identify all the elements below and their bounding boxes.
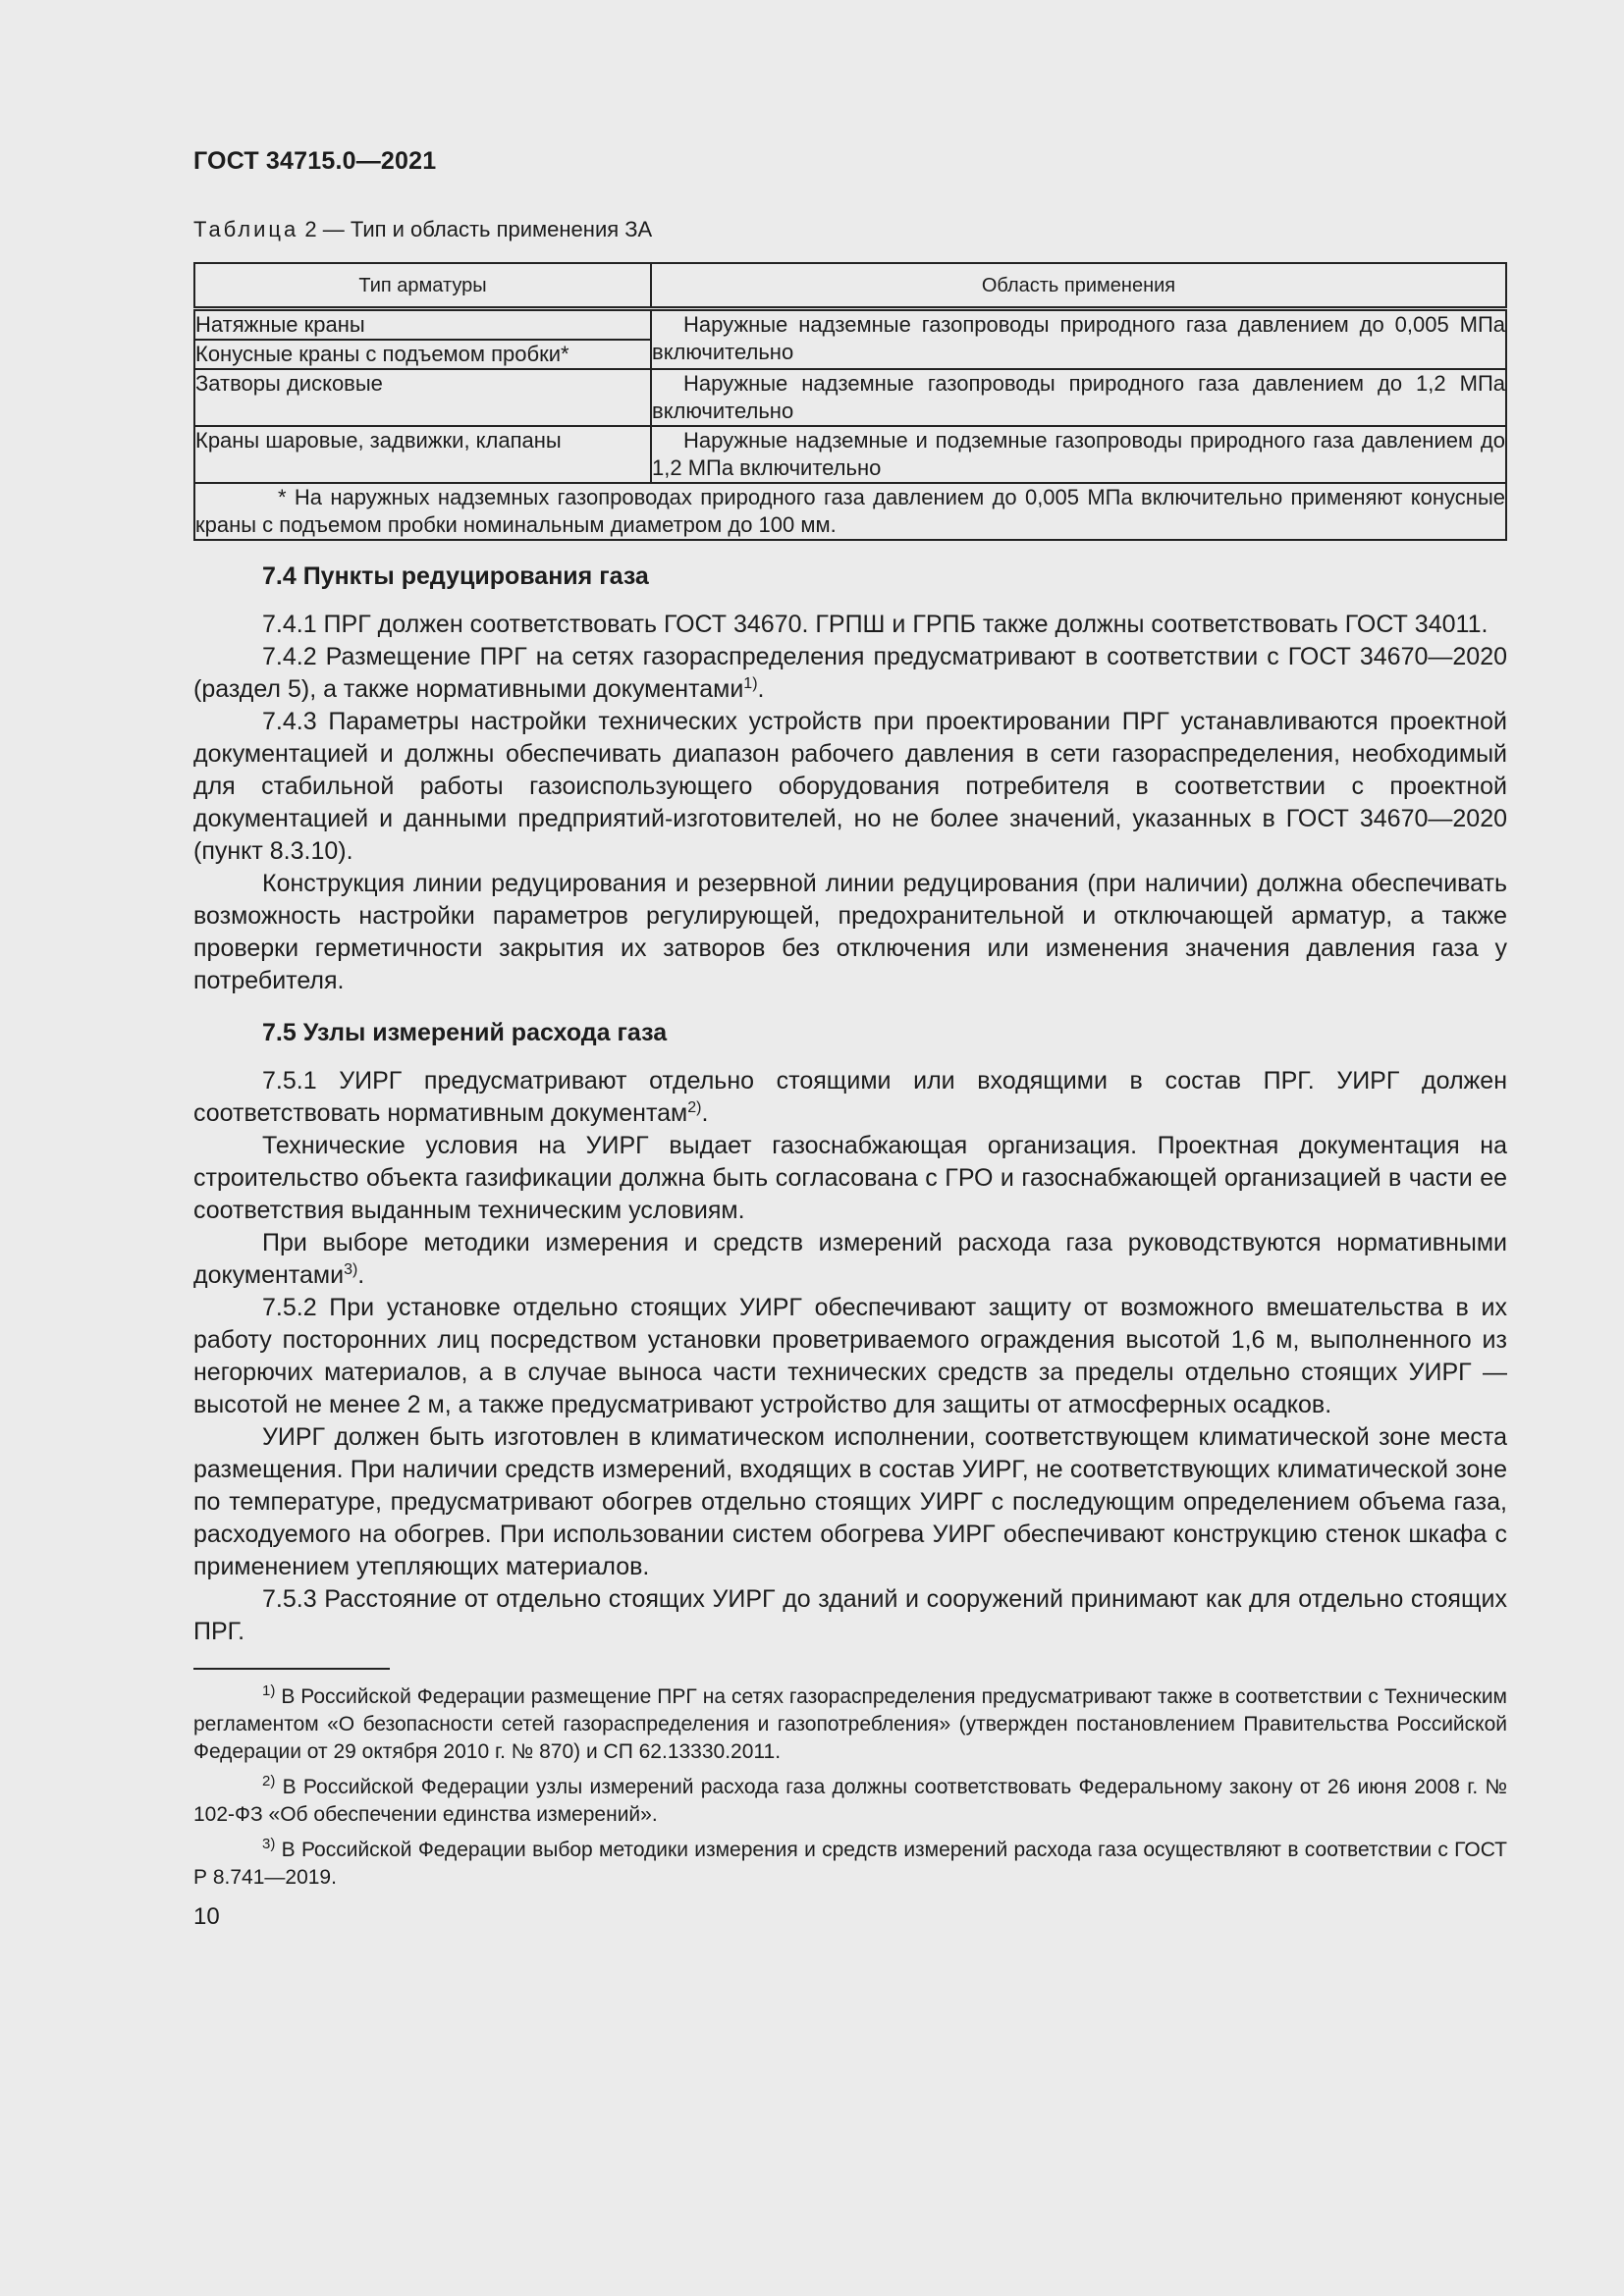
section-heading-7-5: 7.5 Узлы измерений расхода газа bbox=[262, 1019, 668, 1046]
paragraph: 7.4.2 Размещение ПРГ на сетях газораспределения предусматривают в соответствии с ГОСТ 34670—2020 (раздел 5), а также нормативными документами$^{1)}$. bbox=[193, 643, 1507, 703]
footnote bbox=[193, 1683, 1507, 1766]
paragraph: 7.4.1 ПРГ должен соответствовать ГОСТ 34670. ГРПШ и ГРПБ также должны соответствовать ГОСТ 34011. bbox=[262, 611, 1489, 638]
table-caption-word: Таблица bbox=[193, 217, 299, 241]
footnote-mark: 1) bbox=[262, 1682, 276, 1699]
section-heading-7-4: 7.4 Пункты редуцирования газа bbox=[262, 562, 649, 590]
footnote-mark: 2) bbox=[262, 1773, 276, 1789]
valve-types-table bbox=[193, 262, 1507, 541]
footnote-ref: 2) bbox=[687, 1099, 702, 1116]
footnote bbox=[193, 1774, 1507, 1829]
table-caption-text: 2 — Тип и область применения ЗА bbox=[304, 217, 653, 241]
footnote-text: В Российской Федерации размещение ПРГ на сетях газораспределения предусматривают также в соответствии с Техническим регламентом «О безопасности сетей газораспределения и газопотребления» (утвержден постановлением Правительства Российской Федерации от 29 октября 2010 г. № 870) и СП 62.13330.2011. bbox=[193, 1685, 1507, 1763]
table-row bbox=[194, 369, 1506, 426]
paragraph: При выборе методики измерения и средств измерений расхода газа руководствуются нормативными документами$^{3)}$. bbox=[193, 1229, 1507, 1289]
paragraph-text: 7.5.1 УИРГ предусматривают отдельно стоящими или входящими в состав ПРГ. УИРГ должен соответствовать нормативным документам bbox=[193, 1067, 1507, 1127]
footnote-ref: 3) bbox=[344, 1261, 358, 1278]
paragraph: Технические условия на УИРГ выдает газоснабжающая организация. Проектная документация на строительство объекта газификации должна быть согласована с ГРО и газоснабжающей организацией в части ее соответствия выданным техническим условиям. bbox=[193, 1132, 1507, 1224]
page-number: 10 bbox=[193, 1903, 220, 1930]
paragraph-text: 7.4.2 Размещение ПРГ на сетях газораспределения предусматривают в соответствии с ГОСТ 34670—2020 (раздел 5), а также нормативными документами bbox=[193, 643, 1507, 703]
table-row bbox=[194, 426, 1506, 483]
footnote-text: В Российской Федерации выбор методики измерения и средств измерений расхода газа осуществляют в соответствии с ГОСТ Р 8.741—2019. bbox=[193, 1839, 1507, 1889]
table-cell-type: Краны шаровые, задвижки, клапаны bbox=[194, 426, 651, 483]
paragraph-text: При выборе методики измерения и средств измерений расхода газа руководствуются нормативными документами bbox=[193, 1229, 1507, 1289]
paragraph: 7.5.1 УИРГ предусматривают отдельно стоящими или входящими в состав ПРГ. УИРГ должен соответствовать нормативным документам$^{2)}$. bbox=[193, 1067, 1507, 1127]
footnote bbox=[193, 1837, 1507, 1892]
header-application-area: Область применения bbox=[651, 263, 1506, 309]
header-valve-type: Тип арматуры bbox=[194, 263, 651, 309]
document-page bbox=[193, 147, 1507, 1931]
table-cell-type: Затворы дисковые bbox=[194, 369, 651, 426]
table-caption bbox=[193, 217, 1507, 242]
paragraph: Конструкция линии редуцирования и резервной линии редуцирования (при наличии) должна обеспечивать возможность настройки параметров регулирующей, предохранительной и отключающей арматур, а также проверки герметичности закрытия их затворов без отключения или изменения значения давления газа у потребителя. bbox=[193, 870, 1507, 994]
paragraph: 7.5.3 Расстояние от отдельно стоящих УИРГ до зданий и сооружений принимают как для отдельно стоящих ПРГ. bbox=[193, 1585, 1507, 1645]
table-note: * На наружных надземных газопроводах природного газа давлением до 0,005 МПа включительно применяют конусные краны с подъемом пробки номинальным диаметром до 100 мм. bbox=[194, 483, 1506, 540]
table-cell-area: Наружные надземные и подземные газопроводы природного газа давлением до 1,2 МПа включительно bbox=[651, 426, 1506, 483]
table-cell-area: Наружные надземные газопроводы природного газа давлением до 0,005 МПа включительно bbox=[651, 309, 1506, 370]
paragraph: 7.4.3 Параметры настройки технических устройств при проектировании ПРГ устанавливаются проектной документацией и должны обеспечивать диапазон рабочего давления в сети газораспределения, необходимый для стабильной работы газоиспользующего оборудования потребителя в соответствии с проектной документацией и данными предприятий-изготовителей, но не более значений, указанных в ГОСТ 34670—2020 (пункт 8.3.10). bbox=[193, 708, 1507, 865]
footnote-text: В Российской Федерации узлы измерений расхода газа должны соответствовать Федеральному закону от 26 июня 2008 г. № 102-ФЗ «Об обеспечении единства измерений». bbox=[193, 1776, 1507, 1826]
paragraph: УИРГ должен быть изготовлен в климатическом исполнении, соответствующем климатической зоне места размещения. При наличии средств измерений, входящих в состав УИРГ, не соответствующих климатической зоне по температуре, предусматривают обогрев отдельно стоящих УИРГ с последующим определением объема газа, расходуемого на обогрев. При использовании систем обогрева УИРГ обеспечивают конструкцию стенок шкафа с применением утепляющих материалов. bbox=[193, 1423, 1507, 1580]
table-cell-type: Конусные краны с подъемом пробки* bbox=[194, 340, 651, 369]
table-header-row bbox=[194, 263, 1506, 309]
footnote-divider bbox=[193, 1668, 390, 1670]
table-cell-type: Натяжные краны bbox=[194, 309, 651, 341]
document-code: ГОСТ 34715.0—2021 bbox=[193, 147, 437, 175]
paragraph: 7.5.2 При установке отдельно стоящих УИРГ обеспечивают защиту от возможного вмешательства в их работу посторонних лиц посредством установки проветриваемого ограждения высотой 1,6 м, выполненного из негорючих материалов, а в случае выноса части технических средств за пределы отдельно стоящих УИРГ — высотой не менее 2 м, а также предусматривают устройство для защиты от атмосферных осадков. bbox=[193, 1294, 1507, 1418]
table-note-row bbox=[194, 483, 1506, 540]
footnote-mark: 3) bbox=[262, 1836, 276, 1852]
table-row bbox=[194, 309, 1506, 341]
table-cell-area: Наружные надземные газопроводы природного газа давлением до 1,2 МПа включительно bbox=[651, 369, 1506, 426]
footnote-ref: 1) bbox=[743, 675, 758, 692]
